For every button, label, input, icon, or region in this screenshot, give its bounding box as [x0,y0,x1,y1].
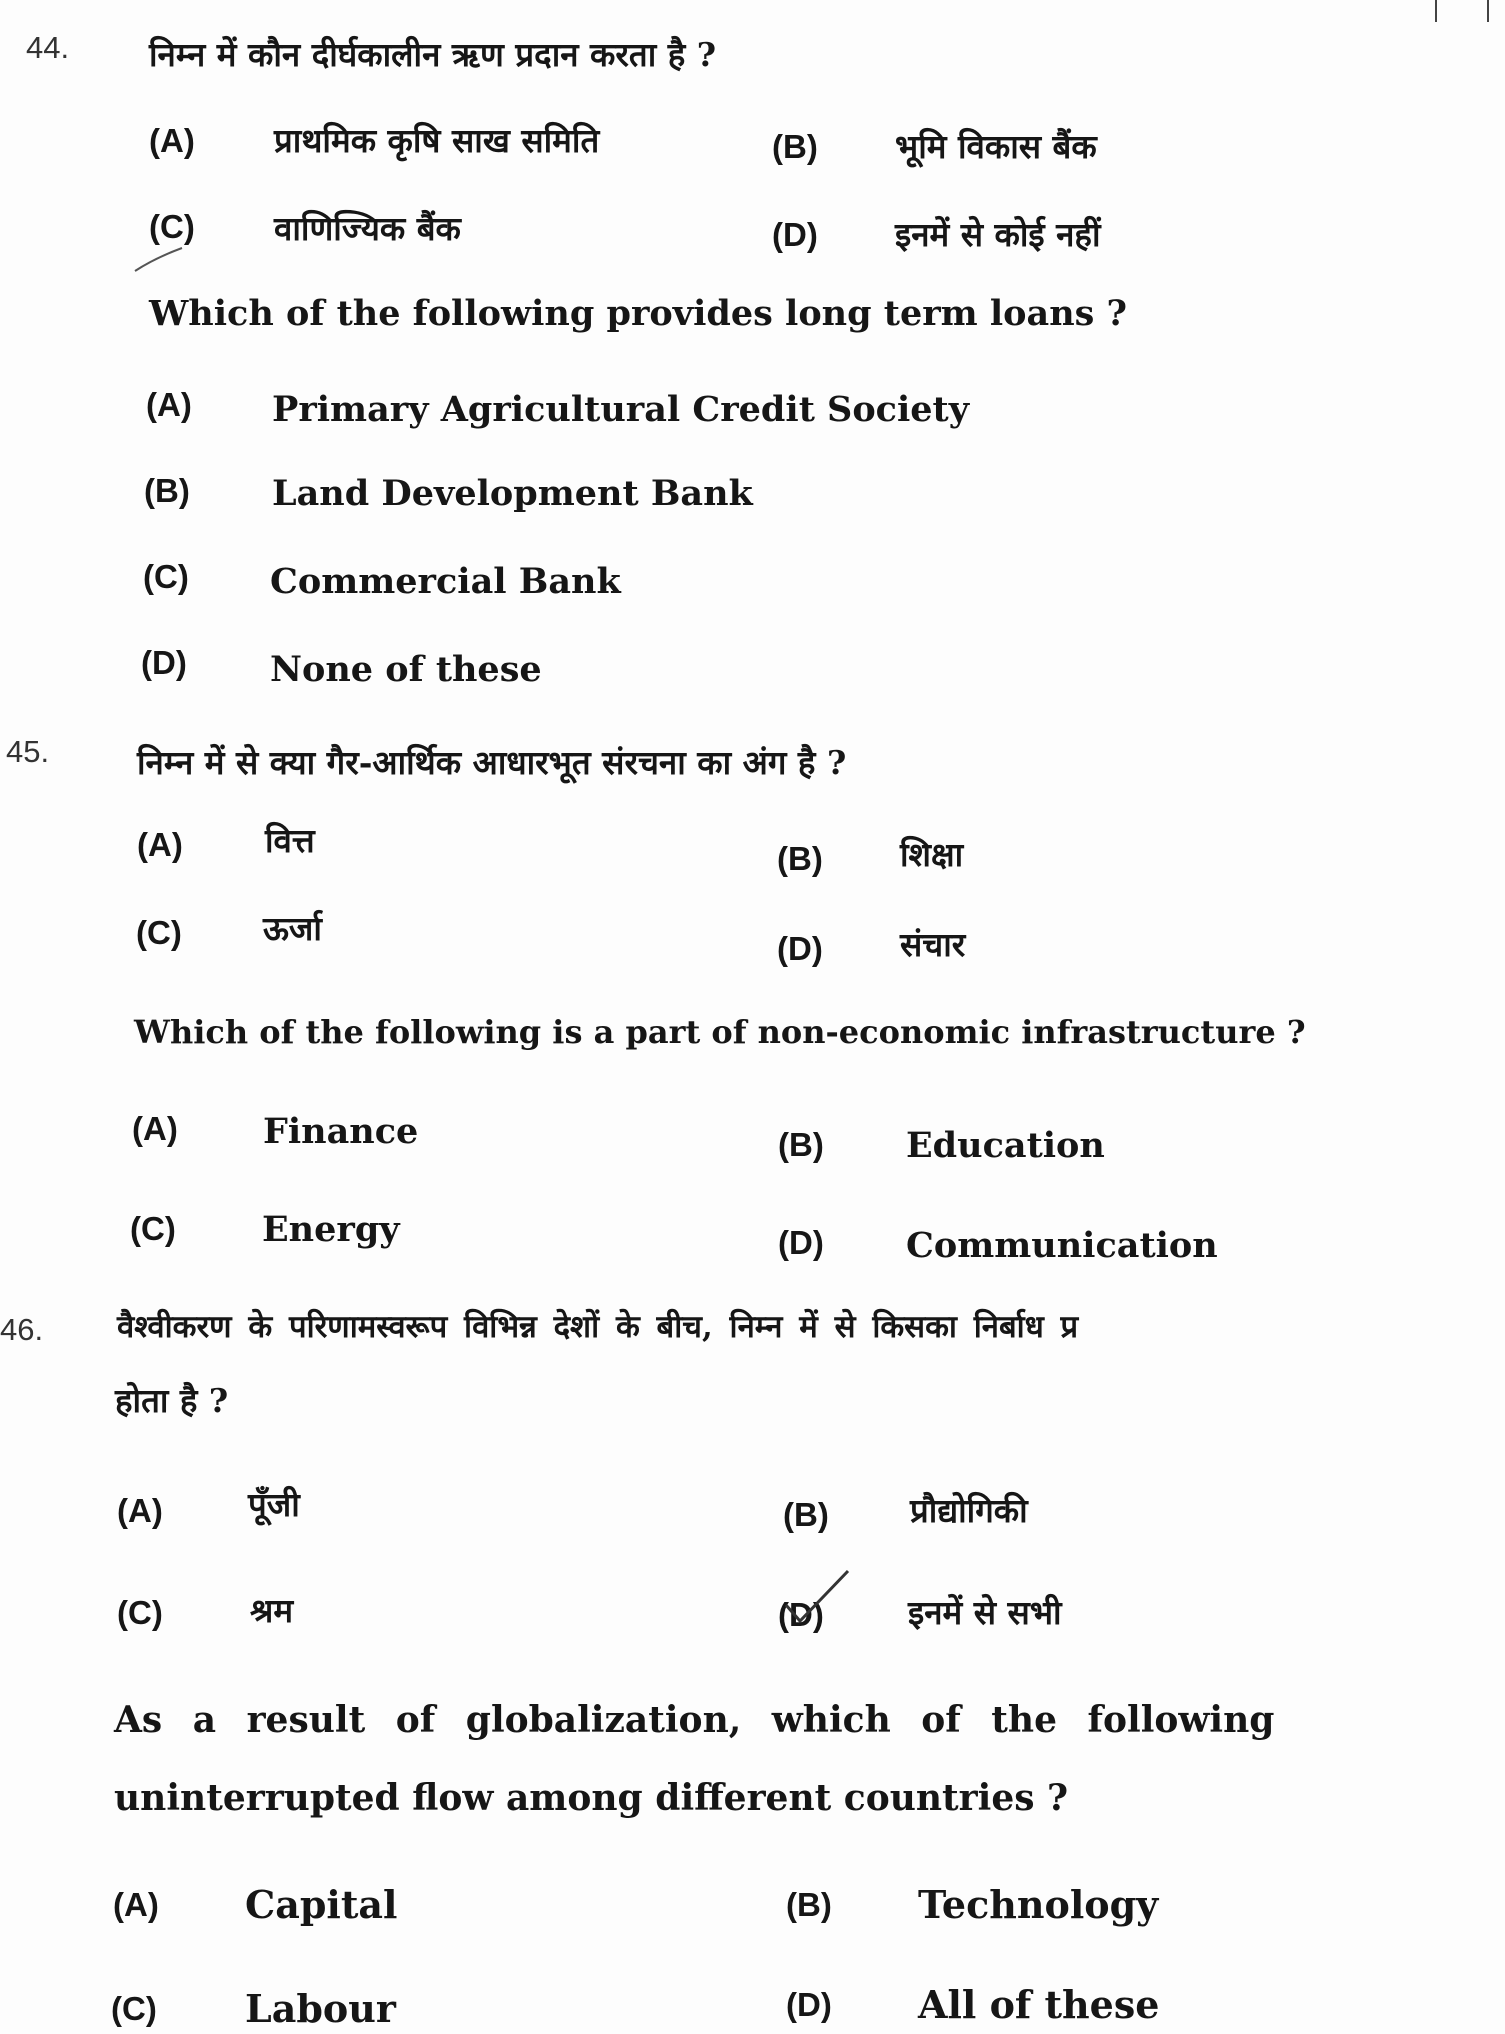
option-label: (D) [786,1986,832,2023]
option-text: Education [906,1125,1105,1166]
option-label: (C) [117,1594,163,1631]
option-text: None of these [270,649,542,690]
option-label: (B) [777,840,823,877]
option-label: (C) [130,1210,176,1247]
option-label: (A) [117,1492,163,1529]
option-label: (A) [146,386,192,423]
option-text: वित्त [265,821,315,860]
option-label: (A) [132,1110,178,1147]
option-label: (A) [137,826,183,863]
option-text: प्रौद्योगिकी [910,1491,1028,1530]
option-text: Communication [906,1225,1218,1266]
option-text: Capital [245,1882,398,1927]
option-text: Land Development Bank [272,473,753,514]
question-text-hindi: निम्न में कौन दीर्घकालीन ऋण प्रदान करता है ? [149,35,717,74]
option-text: पूँजी [248,1485,300,1524]
option-label: (C) [111,1990,157,2027]
question-number: 44. [26,30,70,65]
option-label: (B) [786,1886,832,1923]
option-text: प्राथमिक कृषि साख समिति [274,121,600,160]
tick-mark [778,1565,858,1625]
option-text: All of these [918,1982,1160,2027]
option-text: Labour [245,1986,396,2031]
option-label: (A) [149,122,195,159]
option-text: संचार [900,925,966,964]
option-label: (D) [141,644,187,681]
option-text: Technology [918,1882,1159,1927]
question-text-hindi-line1: वैश्वीकरण के परिणामस्वरूप विभिन्न देशों के बीच, निम्न में से किसका निर्बाध प्र [117,1309,1079,1345]
option-label: (A) [113,1886,159,1923]
option-text: Commercial Bank [270,561,621,602]
option-label: (B) [783,1496,829,1533]
option-label-selected: (D) [778,1596,824,1633]
option-text: श्रम [250,1591,294,1630]
option-text: शिक्षा [900,835,964,874]
option-text: Energy [262,1209,400,1250]
option-label: (D) [778,1224,824,1261]
question-number: 46. [0,1312,44,1347]
option-label: (D) [777,930,823,967]
option-label: (C) [149,208,195,245]
option-label: (C) [136,914,182,951]
option-text: इनमें से सभी [908,1593,1062,1632]
option-text: Primary Agricultural Credit Society [272,389,970,430]
option-label: (C) [143,558,189,595]
question-text-english-line1: As a result of globalization, which of the following [114,1699,1275,1741]
question-text-hindi: निम्न में से क्या गैर-आर्थिक आधारभूत संरचना का अंग है ? [137,743,847,782]
option-text: इनमें से कोई नहीं [895,215,1101,254]
question-text-english: Which of the following is a part of non-economic infrastructure ? [134,1013,1306,1051]
option-label: (D) [772,216,818,253]
pen-stroke-mark [130,236,190,276]
option-label: (B) [144,472,190,509]
option-text: Finance [263,1111,419,1152]
option-text: ऊर्जा [263,909,322,948]
question-number: 45. [6,734,50,769]
page-edge-mark [1435,0,1489,22]
option-text: भूमि विकास बैंक [895,127,1097,166]
option-text: वाणिज्यिक बैंक [274,209,461,248]
option-label: (B) [772,128,818,165]
option-label: (B) [778,1126,824,1163]
question-text-english: Which of the following provides long term loans ? [149,293,1128,334]
question-text-hindi-line2: होता है ? [115,1381,229,1420]
question-text-english-line2: uninterrupted flow among different countries ? [114,1777,1069,1819]
